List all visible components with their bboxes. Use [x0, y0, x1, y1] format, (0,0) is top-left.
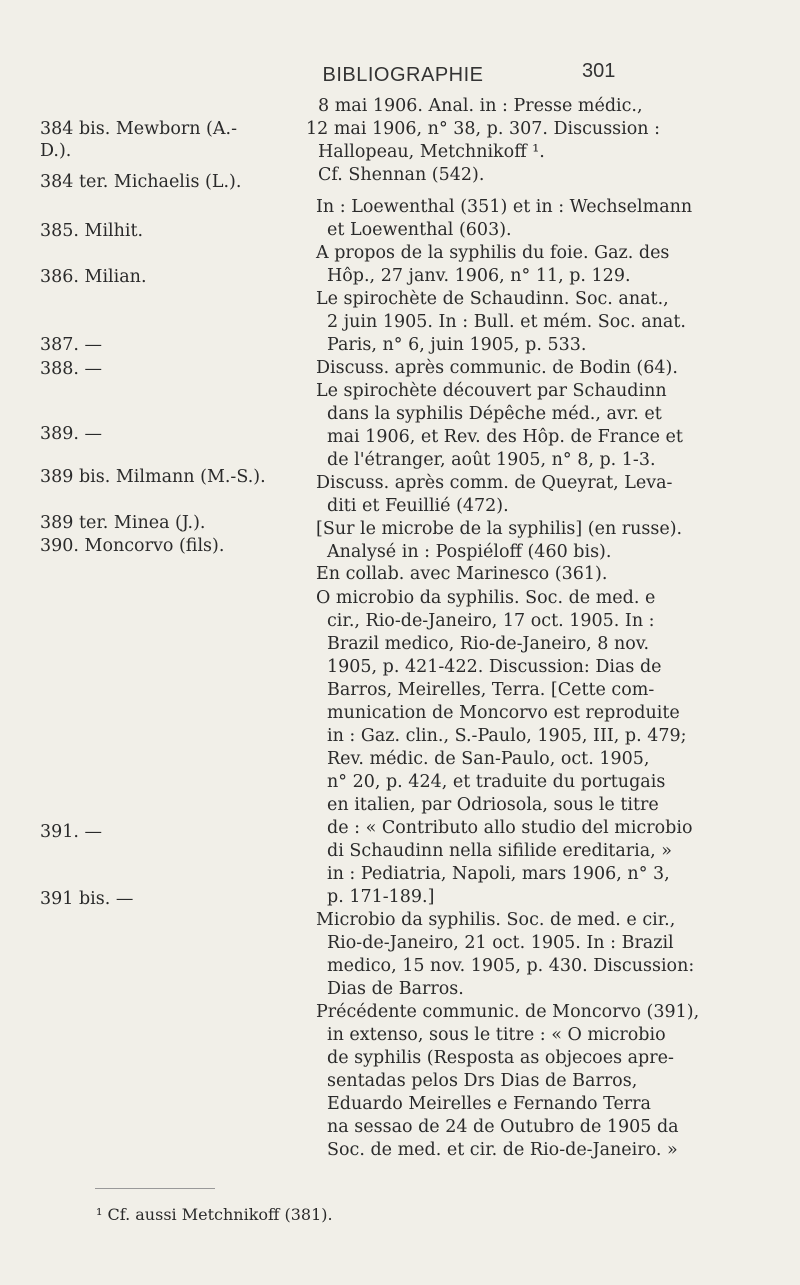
entry-label: 390. Moncorvo (fils). [40, 536, 225, 556]
text-line: 8 mai 1906. Anal. in : Presse médic., [318, 96, 643, 116]
footnote-rule [95, 1188, 215, 1189]
text-line: Eduardo Meirelles e Fernando Terra [327, 1094, 651, 1114]
text-line: Analysé in : Pospiéloff (460 bis). [327, 542, 612, 562]
text-line: diti et Feuillié (472). [327, 496, 509, 516]
text-line: cir., Rio-de-Janeiro, 17 oct. 1905. In : [327, 611, 655, 631]
text-line: na sessao de 24 de Outubro de 1905 da [327, 1117, 679, 1137]
text-line: 1905, p. 421-422. Discussion: Dias de [327, 657, 662, 677]
text-line: sentadas pelos Drs Dias de Barros, [327, 1071, 638, 1091]
page-number: 301 [582, 60, 616, 82]
text-line: Rev. médic. de San-Paulo, oct. 1905, [327, 749, 650, 769]
text-line: Le spirochète découvert par Schaudinn [316, 381, 667, 401]
text-line: p. 171-189.] [327, 887, 435, 907]
text-line: de l'étranger, août 1905, n° 8, p. 1-3. [327, 450, 656, 470]
entry-label: 386. Milian. [40, 267, 147, 287]
entry-label: 388. — [40, 359, 103, 379]
text-line: Cf. Shennan (542). [318, 165, 485, 185]
text-line: Hallopeau, Metchnikoff ¹. [318, 142, 545, 162]
text-line: Précédente communic. de Moncorvo (391), [316, 1002, 700, 1022]
text-line: Microbio da syphilis. Soc. de med. e cir., [316, 910, 676, 930]
text-line: O microbio da syphilis. Soc. de med. e [316, 588, 656, 608]
text-line: 12 mai 1906, n° 38, p. 307. Discussion : [306, 119, 661, 139]
text-line: in : Gaz. clin., S.-Paulo, 1905, III, p. 479; [327, 726, 687, 746]
text-line: A propos de la syphilis du foie. Gaz. des [316, 243, 670, 263]
text-line: n° 20, p. 424, et traduite du portugais [327, 772, 666, 792]
entry-label: 384 bis. Mewborn (A.- D.). [40, 119, 238, 161]
entry-label: 389 ter. Minea (J.). [40, 513, 206, 533]
entry-label: 387. — [40, 335, 103, 355]
text-line: munication de Moncorvo est reproduite [327, 703, 680, 723]
text-line: mai 1906, et Rev. des Hôp. de France et [327, 427, 683, 447]
text-line: [Sur le microbe de la syphilis] (en russe). [316, 519, 683, 539]
text-line: in extenso, sous le titre : « O microbio [327, 1025, 666, 1045]
text-line: Hôp., 27 janv. 1906, n° 11, p. 129. [327, 266, 631, 286]
text-line: in : Pediatria, Napoli, mars 1906, n° 3, [327, 864, 670, 884]
text-line: Barros, Meirelles, Terra. [Cette com- [327, 680, 655, 700]
text-line: Discuss. après comm. de Queyrat, Leva- [316, 473, 673, 493]
text-line: en italien, par Odriosola, sous le titre [327, 795, 659, 815]
entry-label: 389 bis. Milmann (M.-S.). [40, 467, 266, 487]
text-line: di Schaudinn nella sifilide ereditaria, » [327, 841, 672, 861]
text-line: 2 juin 1905. In : Bull. et mém. Soc. anat. [327, 312, 686, 332]
page-header-title: BIBLIOGRAPHIE [322, 64, 484, 86]
text-line: Dias de Barros. [327, 979, 464, 999]
text-line: En collab. avec Marinesco (361). [316, 564, 608, 584]
text-line: et Loewenthal (603). [327, 220, 512, 240]
text-line: Le spirochète de Schaudinn. Soc. anat., [316, 289, 669, 309]
text-line: Soc. de med. et cir. de Rio-de-Janeiro. » [327, 1140, 678, 1160]
entry-label: 384 ter. Michaelis (L.). [40, 172, 242, 192]
entry-label: 391. — [40, 822, 103, 842]
entry-label: 391 bis. — [40, 889, 134, 909]
text-line: In : Loewenthal (351) et in : Wechselmann [316, 197, 693, 217]
footnote: ¹ Cf. aussi Metchnikoff (381). [96, 1205, 333, 1224]
text-line: Rio-de-Janeiro, 21 oct. 1905. In : Brazil [327, 933, 674, 953]
entry-label: 389. — [40, 424, 103, 444]
text-line: Brazil medico, Rio-de-Janeiro, 8 nov. [327, 634, 650, 654]
text-line: dans la syphilis Dépêche méd., avr. et [327, 404, 662, 424]
text-line: Discuss. après communic. de Bodin (64). [316, 358, 678, 378]
text-line: medico, 15 nov. 1905, p. 430. Discussion: [327, 956, 695, 976]
entry-label: 385. Milhit. [40, 221, 144, 241]
text-line: de syphilis (Resposta as objecoes apre- [327, 1048, 674, 1068]
text-line: Paris, n° 6, juin 1905, p. 533. [327, 335, 587, 355]
text-line: de : « Contributo allo studio del microbio [327, 818, 693, 838]
